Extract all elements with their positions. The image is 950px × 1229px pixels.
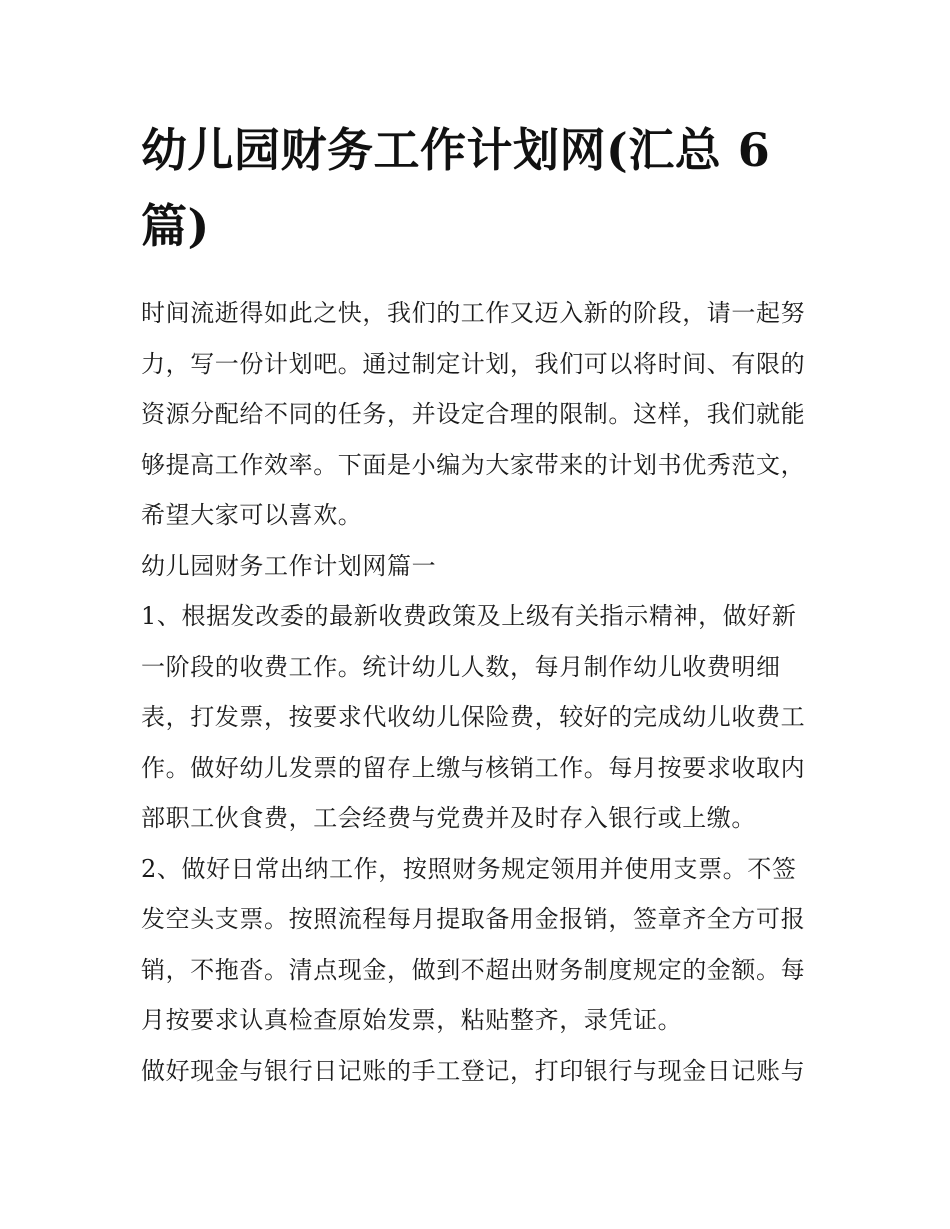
paragraph-item-3: 做好现金与银行日记账的手工登记，打印银行与现金日记账与 xyxy=(141,1056,806,1085)
intro-paragraph: 时间流逝得如此之快，我们的工作又迈入新的阶段，请一起努力，写一份计划吧。通过制定计划，我们可以将时间、有限的资源分配给不同的任务，并设定合理的限制。这样，我们就能够提高工作效率。下面是小编为大家带来的计划书优秀范文，希望大家可以喜欢。 xyxy=(141,299,806,529)
paragraph-item-1: 1、根据发改委的最新收费政策及上级有关指示精神，做好新一阶段的收费工作。统计幼儿人数，每月制作幼儿收费明细表，打发票，按要求代收幼儿保险费，较好的完成幼儿收费工作。做好幼儿发票的留存上缴与核销工作。每月按要求收取内部职工伙食费，工会经费与党费并及时存入银行或上缴。 xyxy=(141,602,806,832)
document-body xyxy=(141,112,813,1096)
document-title: 幼儿园财务工作计划网(汇总 6 篇) xyxy=(141,123,771,253)
paragraph-item-2: 2、做好日常出纳工作，按照财务规定领用并使用支票。不签发空头支票。按照流程每月提取备用金报销，签章齐全方可报销，不拖沓。清点现金，做到不超出财务制度规定的金额。每月按要求认真检查原始发票，粘贴整齐，录凭证。 xyxy=(141,854,806,1034)
section-heading: 幼儿园财务工作计划网篇一 xyxy=(141,551,437,580)
